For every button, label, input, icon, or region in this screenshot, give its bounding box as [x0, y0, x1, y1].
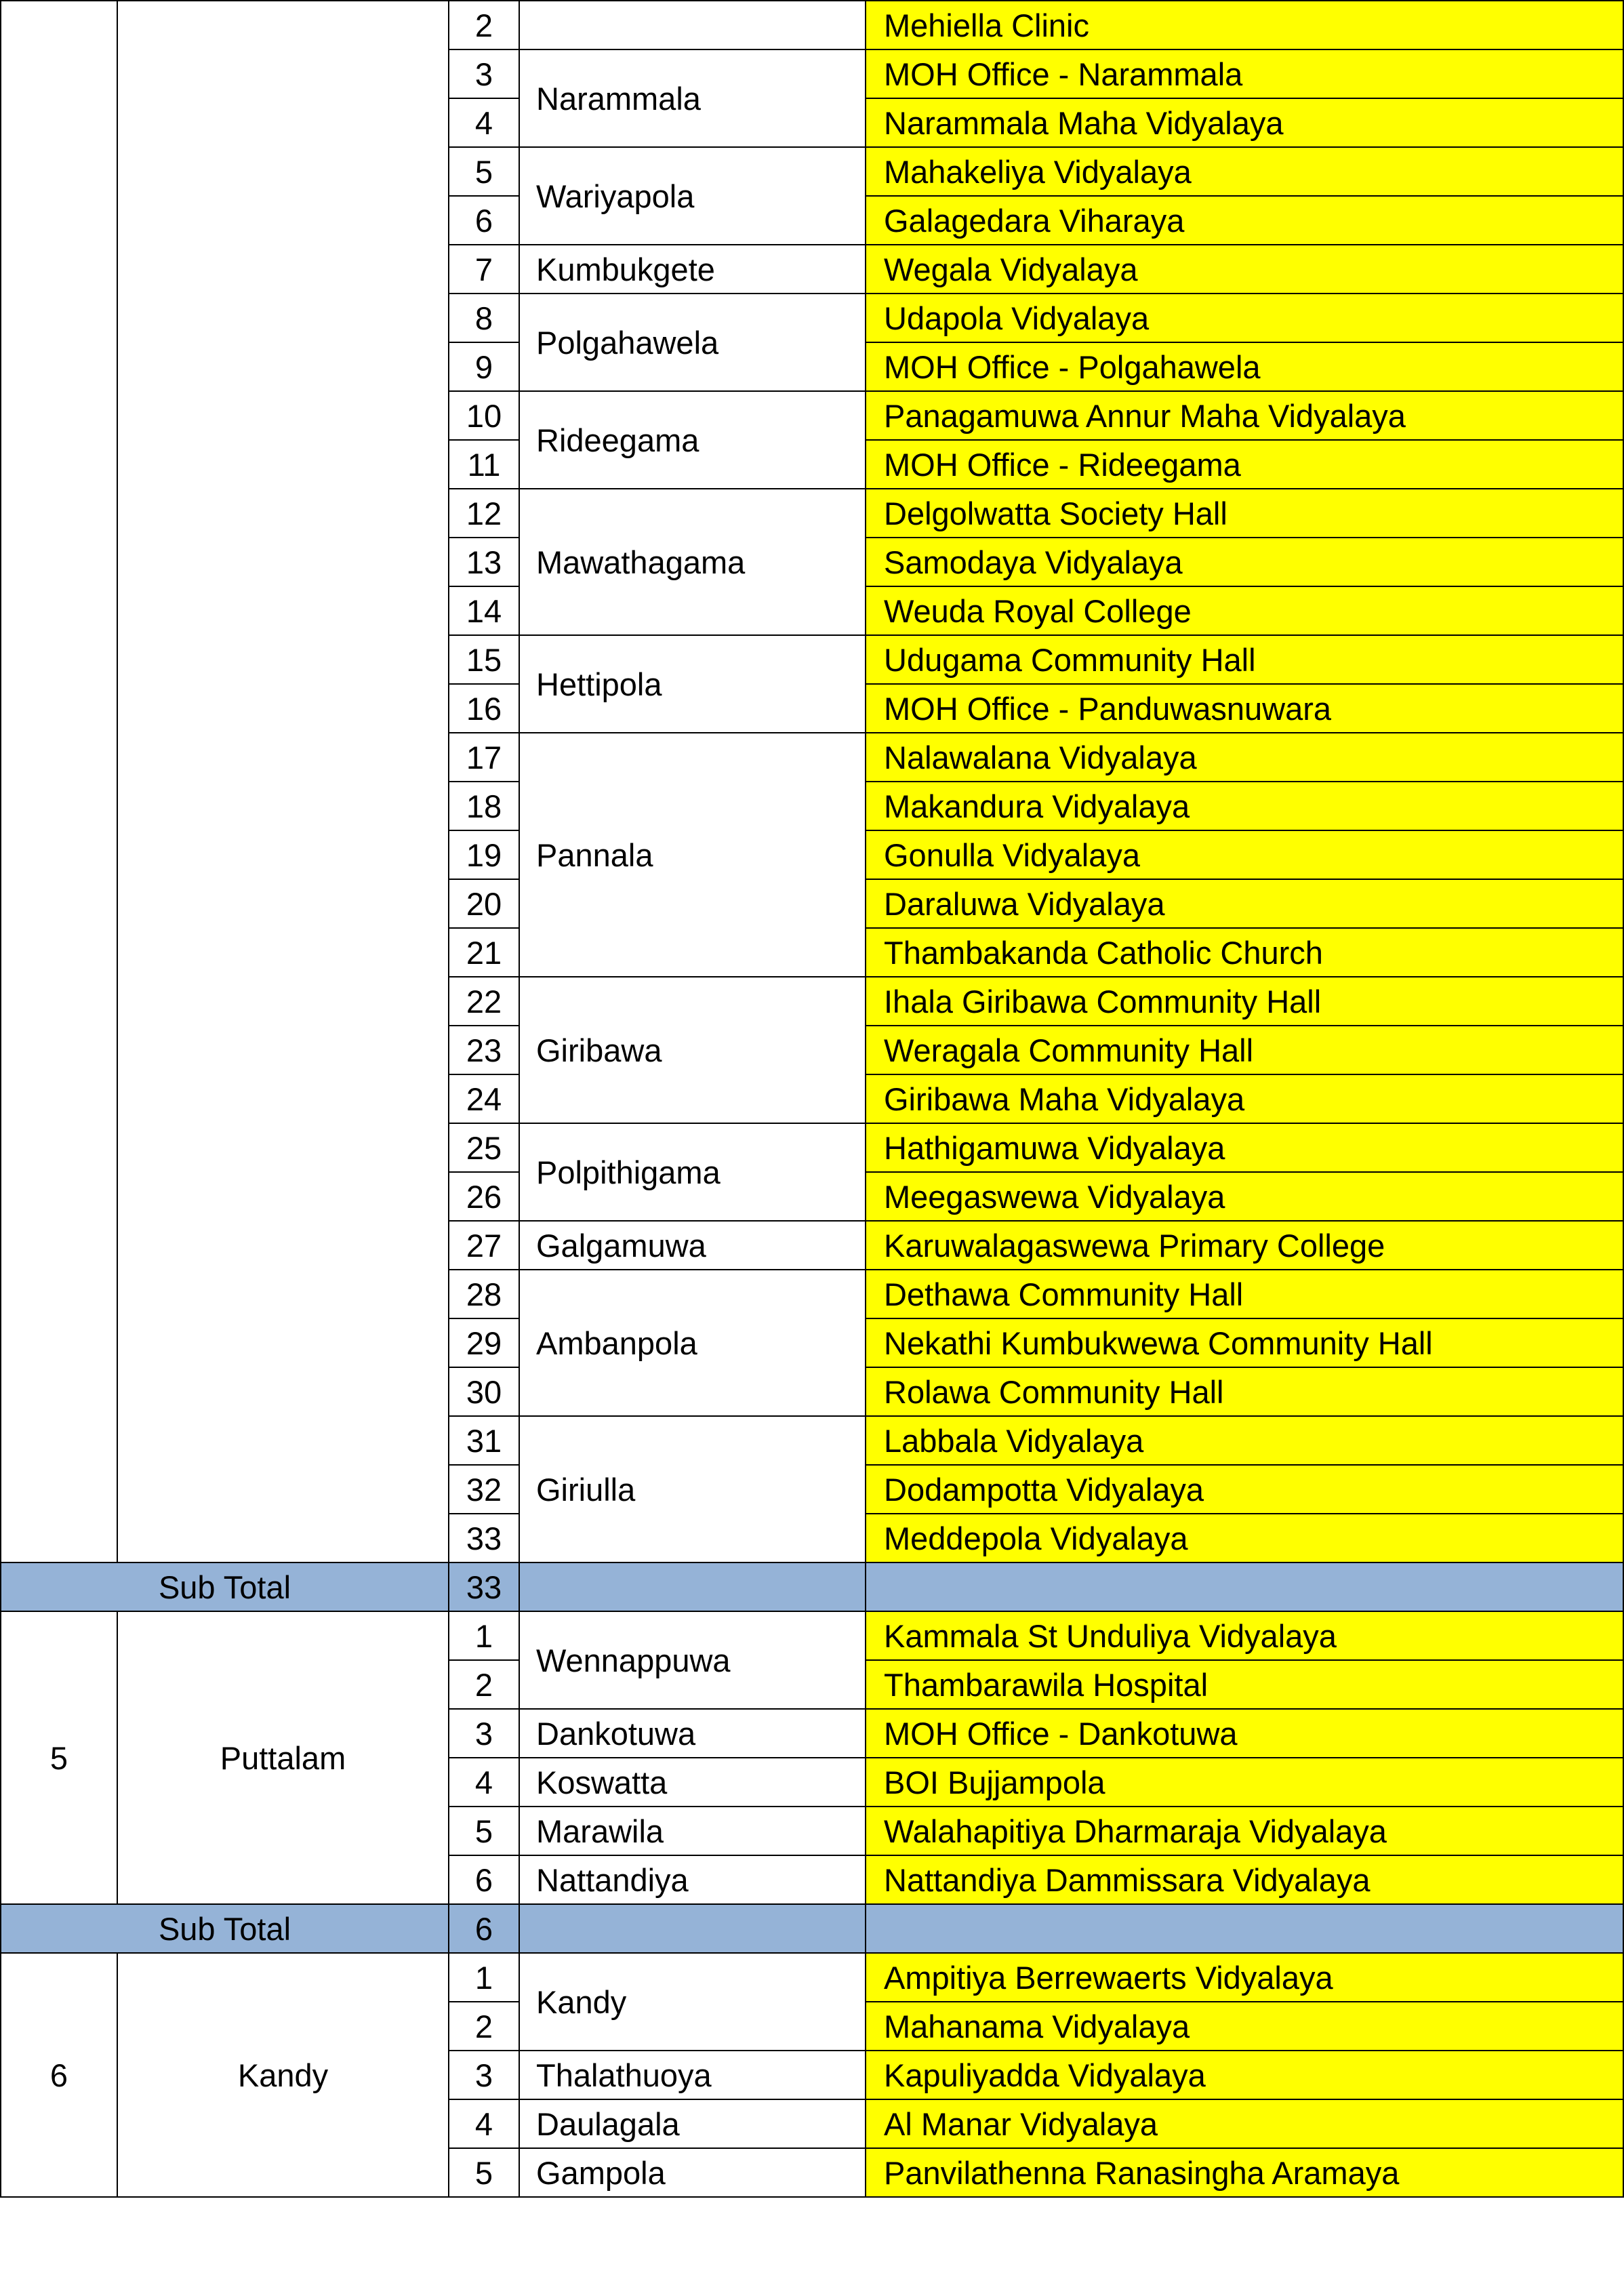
row-number: 1	[449, 1611, 519, 1660]
row-number: 2	[449, 2002, 519, 2051]
row-number: 18	[449, 782, 519, 830]
row-number: 23	[449, 1026, 519, 1074]
table-row	[1, 1953, 1623, 2002]
location-cell: Mahanama Vidyalaya	[866, 2002, 1623, 2051]
location-cell: Makandura Vidyalaya	[866, 782, 1623, 830]
row-number: 10	[449, 391, 519, 440]
row-number: 5	[449, 1807, 519, 1855]
row-number: 19	[449, 830, 519, 879]
moh-area-cell: Polgahawela	[519, 294, 866, 391]
location-cell: Panvilathenna Ranasingha Aramaya	[866, 2148, 1623, 2197]
subtotal-empty-cell	[519, 1562, 866, 1611]
row-number: 6	[449, 196, 519, 245]
location-cell: MOH Office - Panduwasnuwara	[866, 684, 1623, 733]
row-number: 6	[449, 1855, 519, 1904]
location-cell: Mehiella Clinic	[866, 1, 1623, 49]
location-cell: Thambakanda Catholic Church	[866, 928, 1623, 977]
location-cell: Rolawa Community Hall	[866, 1367, 1623, 1416]
row-number: 24	[449, 1074, 519, 1123]
subtotal-value: 6	[449, 1904, 519, 1953]
moh-area-cell: Dankotuwa	[519, 1709, 866, 1758]
district-name-cell: Kandy	[117, 1953, 449, 2197]
moh-area-cell: Gampola	[519, 2148, 866, 2197]
location-cell: Ampitiya Berrewaerts Vidyalaya	[866, 1953, 1623, 2002]
location-cell: MOH Office - Dankotuwa	[866, 1709, 1623, 1758]
location-cell: Udapola Vidyalaya	[866, 294, 1623, 342]
moh-area-cell: Giribawa	[519, 977, 866, 1123]
moh-area-cell: Rideegama	[519, 391, 866, 489]
location-cell: Thambarawila Hospital	[866, 1660, 1623, 1709]
moh-area-cell: Marawila	[519, 1807, 866, 1855]
row-number: 3	[449, 2051, 519, 2099]
table-row	[1, 1611, 1623, 1660]
row-number: 25	[449, 1123, 519, 1172]
row-number: 28	[449, 1270, 519, 1318]
location-cell: Delgolwatta Society Hall	[866, 489, 1623, 538]
location-cell: Meegaswewa Vidyalaya	[866, 1172, 1623, 1221]
row-number: 29	[449, 1318, 519, 1367]
moh-area-cell: Pannala	[519, 733, 866, 977]
location-cell: MOH Office - Narammala	[866, 49, 1623, 98]
row-number: 1	[449, 1953, 519, 2002]
district-no-cell: 5	[1, 1611, 117, 1904]
location-cell: Ihala Giribawa Community Hall	[866, 977, 1623, 1026]
moh-area-cell: Daulagala	[519, 2099, 866, 2148]
location-cell: Kapuliyadda Vidyalaya	[866, 2051, 1623, 2099]
moh-area-cell: Wennappuwa	[519, 1611, 866, 1709]
district-no-cell: 6	[1, 1953, 117, 2197]
row-number: 4	[449, 1758, 519, 1807]
moh-area-cell: Kumbukgete	[519, 245, 866, 294]
location-cell: Hathigamuwa Vidyalaya	[866, 1123, 1623, 1172]
row-number: 20	[449, 879, 519, 928]
subtotal-value: 33	[449, 1562, 519, 1611]
row-number: 3	[449, 1709, 519, 1758]
location-cell: Panagamuwa Annur Maha Vidyalaya	[866, 391, 1623, 440]
location-cell: BOI Bujjampola	[866, 1758, 1623, 1807]
subtotal-empty-cell	[519, 1904, 866, 1953]
location-cell: Samodaya Vidyalaya	[866, 538, 1623, 586]
row-number: 5	[449, 147, 519, 196]
row-number: 26	[449, 1172, 519, 1221]
subtotal-row	[1, 1562, 1623, 1611]
row-number: 21	[449, 928, 519, 977]
location-cell: Nattandiya Dammissara Vidyalaya	[866, 1855, 1623, 1904]
moh-area-cell: Thalathuoya	[519, 2051, 866, 2099]
moh-area-cell: Nattandiya	[519, 1855, 866, 1904]
row-number: 30	[449, 1367, 519, 1416]
row-number: 4	[449, 2099, 519, 2148]
moh-area-cell: Polpithigama	[519, 1123, 866, 1221]
location-cell: Weragala Community Hall	[866, 1026, 1623, 1074]
district-name-cell: Puttalam	[117, 1611, 449, 1904]
location-cell: MOH Office - Polgahawela	[866, 342, 1623, 391]
moh-area-cell: Giriulla	[519, 1416, 866, 1562]
subtotal-row	[1, 1904, 1623, 1953]
location-cell: Nalawalana Vidyalaya	[866, 733, 1623, 782]
row-number: 15	[449, 635, 519, 684]
location-cell: Nekathi Kumbukwewa Community Hall	[866, 1318, 1623, 1367]
location-cell: Meddepola Vidyalaya	[866, 1514, 1623, 1562]
moh-area-cell: Galgamuwa	[519, 1221, 866, 1270]
row-number: 16	[449, 684, 519, 733]
row-number: 12	[449, 489, 519, 538]
row-number: 31	[449, 1416, 519, 1465]
location-cell: Karuwalagaswewa Primary College	[866, 1221, 1623, 1270]
row-number: 33	[449, 1514, 519, 1562]
moh-area-cell: Mawathagama	[519, 489, 866, 635]
row-number: 2	[449, 1, 519, 49]
row-number: 32	[449, 1465, 519, 1514]
row-number: 8	[449, 294, 519, 342]
moh-area-cell: Wariyapola	[519, 147, 866, 245]
row-number: 14	[449, 586, 519, 635]
moh-area-cell: Koswatta	[519, 1758, 866, 1807]
location-cell: Dodampotta Vidyalaya	[866, 1465, 1623, 1514]
row-number: 4	[449, 98, 519, 147]
row-number: 13	[449, 538, 519, 586]
row-number: 17	[449, 733, 519, 782]
location-cell: Giribawa Maha Vidyalaya	[866, 1074, 1623, 1123]
location-cell: Dethawa Community Hall	[866, 1270, 1623, 1318]
row-number: 9	[449, 342, 519, 391]
subtotal-empty-cell	[866, 1562, 1623, 1611]
location-cell: Weuda Royal College	[866, 586, 1623, 635]
location-cell: Narammala Maha Vidyalaya	[866, 98, 1623, 147]
location-cell: Daraluwa Vidyalaya	[866, 879, 1623, 928]
location-cell: Walahapitiya Dharmaraja Vidyalaya	[866, 1807, 1623, 1855]
location-cell: Labbala Vidyalaya	[866, 1416, 1623, 1465]
location-cell: Gonulla Vidyalaya	[866, 830, 1623, 879]
row-number: 2	[449, 1660, 519, 1709]
moh-area-cell: Hettipola	[519, 635, 866, 733]
subtotal-label: Sub Total	[1, 1562, 449, 1611]
subtotal-empty-cell	[866, 1904, 1623, 1953]
row-number: 3	[449, 49, 519, 98]
row-number: 27	[449, 1221, 519, 1270]
district-name-cell	[117, 1, 449, 1562]
location-cell: Mahakeliya Vidyalaya	[866, 147, 1623, 196]
moh-area-cell	[519, 1, 866, 49]
row-number: 5	[449, 2148, 519, 2197]
moh-area-cell: Narammala	[519, 49, 866, 147]
row-number: 22	[449, 977, 519, 1026]
moh-area-cell: Ambanpola	[519, 1270, 866, 1416]
location-cell: Kammala St Unduliya Vidyalaya	[866, 1611, 1623, 1660]
location-cell: Wegala Vidyalaya	[866, 245, 1623, 294]
district-no-cell	[1, 1, 117, 1562]
location-cell: Galagedara Viharaya	[866, 196, 1623, 245]
row-number: 11	[449, 440, 519, 489]
table-row	[1, 1, 1623, 49]
location-cell: Al Manar Vidyalaya	[866, 2099, 1623, 2148]
location-cell: MOH Office - Rideegama	[866, 440, 1623, 489]
moh-area-cell: Kandy	[519, 1953, 866, 2051]
subtotal-label: Sub Total	[1, 1904, 449, 1953]
location-cell: Udugama Community Hall	[866, 635, 1623, 684]
row-number: 7	[449, 245, 519, 294]
